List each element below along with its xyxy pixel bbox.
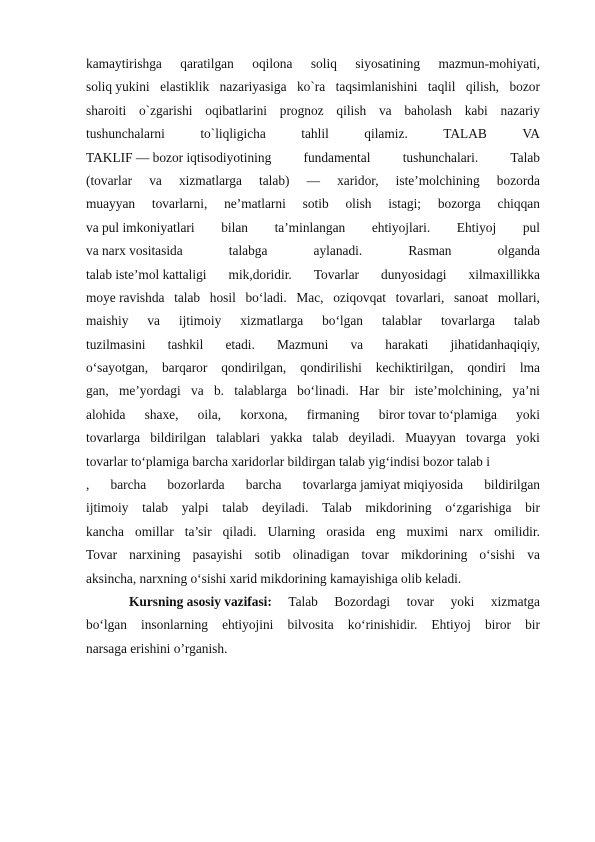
word: o`zgarishi [138,102,193,118]
word: etadi. [225,336,255,352]
word: talablar [381,313,423,329]
word: tovarlarga jamiyat miqiyosida [302,477,464,493]
word: taqlil [427,79,456,95]
text-line [86,590,540,613]
word: mik,doridir. [228,266,292,282]
word: o‘zgarishiga [445,500,512,516]
word: va [350,336,364,352]
word: ijtimoiy [86,500,129,516]
word: ehtiyojlari. [371,219,431,235]
word: elastiklik [160,79,210,95]
word: pul [522,219,540,235]
word: sharoiti [86,102,127,118]
word: oqibatlarini [205,102,267,118]
word: yalpi [181,500,209,516]
text-line [86,450,540,473]
word: aksincha, narxning o‘sishi xarid mikdorining kamayishiga olib keladi. [86,570,462,586]
word: tovar [361,547,389,563]
word: qondirilishi [300,360,362,376]
word: qilish [336,102,367,118]
word: siyosatining [355,56,421,71]
text-line [86,286,540,309]
word: harakati [385,336,429,352]
word: eng [376,523,396,539]
word: bozorda [496,172,540,188]
word: baholash [404,102,452,118]
word: me’yordagi [118,383,181,399]
word: ta’sir [184,523,212,539]
word: yakka [270,430,303,446]
word: Ehtiyoj [456,219,497,235]
word: pasayishi [192,547,243,563]
word: talab iste’mol kattaligi [86,266,207,282]
word: yoki [450,593,475,609]
word: dunyosidagi [381,266,447,282]
word: bir [389,383,405,399]
word: lma [519,360,540,376]
word: mollari, [497,289,540,305]
text-line [86,637,540,660]
word: talab [513,313,540,329]
word: omillar [135,523,174,539]
word: TALAB [443,126,487,142]
text-line [86,75,540,98]
word: bozorga [437,196,481,212]
word: soliq yukini [86,79,150,95]
word: firmaning [306,406,360,422]
word: sanoat [454,289,489,305]
word: ehtiyojini [222,617,274,633]
word: maishiy [86,313,129,329]
word: alohida [86,406,126,422]
text-line [86,520,540,543]
word: olinadigan [292,547,350,563]
word: b. [213,383,224,399]
text-line [86,333,540,356]
word: va pul imkoniyatlari [86,219,195,235]
word: yoki [516,430,540,446]
word: shaxe, [144,406,179,422]
word: Talab [288,593,318,609]
word: va [147,313,160,329]
text-line [86,169,540,192]
word: tuzilmasini [86,336,146,352]
word: ne’matlarni [224,196,286,212]
word: sotib [254,547,281,563]
word: ya’ni [512,383,540,399]
word: narsaga erishini o’rganish. [86,640,228,656]
word: nazariy [500,102,540,118]
text-line [86,309,540,332]
word: tovar [406,593,435,609]
word: bozor [509,79,540,95]
word: muayyan [86,196,136,212]
word: qaratilgan [180,56,234,71]
word: ijtimoiy [178,313,222,329]
word: qiladi. [222,523,257,539]
word: bo‘linadi. [297,383,349,399]
word: istagi; [388,196,422,212]
word: biror [484,617,511,633]
word: talabga [228,243,268,259]
word: tovarga [466,430,506,446]
word: va [378,102,392,118]
document-page [86,52,540,660]
word: soliq [310,56,337,71]
word: moye ravishda [86,289,165,305]
word: Rasman [408,243,452,259]
word: tushunchalari. [402,149,479,165]
word: Tovarlar [313,266,359,282]
word: prognoz [279,102,324,118]
word: tashkil [167,336,204,352]
word: bilan [221,219,248,235]
word: tushunchalarni [86,126,165,142]
word: aylanadi. [313,243,363,259]
word: va [527,547,540,563]
word: xizmatlarga [240,313,304,329]
word: narx [459,523,484,539]
word: oila, [197,406,222,422]
word: mikdorining [365,500,432,516]
word: qondiri [467,360,507,376]
word: qilamiz. [364,126,408,142]
word: talab [312,430,339,446]
word: qilish, [465,79,500,95]
word: bildirilgan [484,477,540,493]
word: bo‘lgan [86,617,127,633]
word: tovarlarga [440,313,495,329]
word: — [306,172,320,188]
word: bir [525,500,540,516]
text-line [86,52,540,75]
text-line [86,543,540,566]
word: kancha [86,523,124,539]
word: ko`ra [296,79,326,95]
text-line [86,356,540,379]
word: ko‘rinishidir. [347,617,418,633]
word: barqaror [161,360,208,376]
word: xizmatlarga [178,172,242,188]
word: yoki [516,406,540,422]
word: va [191,383,204,399]
word: bilvosita [287,617,334,633]
word: kabi [464,102,488,118]
word: bozorlarda [167,477,225,493]
text-line [86,216,540,239]
word: kechiktirilgan, [375,360,454,376]
word: nazariyasiga [219,79,287,95]
word: fundamental [303,149,371,165]
text-line [86,426,540,449]
word: VA [522,126,540,142]
word: bo‘ladi. [245,289,287,305]
text-line [86,496,540,519]
word: Mazmuni [276,336,329,352]
text-line [86,379,540,402]
text-line [86,239,540,262]
word: iste’molchining, [414,383,503,399]
word: jihatidanhaqiqiy, [450,336,540,352]
word: orasida [326,523,365,539]
word: hosil [209,289,236,305]
word: xaridor, [337,172,379,188]
word: bo‘lgan [322,313,363,329]
word: Har [359,383,380,399]
word: Muayyan [405,430,456,446]
word: talablari [216,430,261,446]
word: xilmaxillikka [468,266,540,282]
word: to`liqligicha [200,126,266,142]
word: insonlarning [141,617,208,633]
word: Talab [322,500,352,516]
paragraph-demand-definition [86,52,540,590]
word: ta’minlangan [274,219,346,235]
text-line [86,122,540,145]
word: oziqovqat [333,289,386,305]
word: oqilona [252,56,293,71]
word: Mac, [296,289,324,305]
text-line [86,263,540,286]
word: narxining [129,547,181,563]
word: qondirilgan, [221,360,287,376]
text-line [86,192,540,215]
word: tovarlari, [395,289,445,305]
word: va narx vositasida [86,243,183,259]
bold-lead-text: Kursning asosiy vazifasi: [129,593,272,609]
word: Tovar [86,547,118,563]
paragraph-course-task [86,590,540,660]
word: bildirilgan [150,430,207,446]
word: bir [525,617,540,633]
word: talab [222,500,249,516]
word: barcha [110,477,147,493]
word: kamaytirishga [86,56,162,71]
word: muximi [406,523,449,539]
word: tovarlar to‘plamiga barcha xaridorlar bildirgan talab yig‘indisi bozor talab i [86,453,490,469]
text-line [86,403,540,426]
text-line [86,473,540,496]
word: chiqqan [497,196,540,212]
word: tovarlarga [86,430,141,446]
text-line [86,146,540,169]
text-line [86,567,540,590]
word: deyiladi. [261,500,309,516]
word: Ularning [267,523,316,539]
word: TAKLIF — bozor iqtisodiyotining [86,149,272,165]
word: va [149,172,162,188]
word: o‘sayotgan, [86,360,149,376]
word: o‘sishi [479,547,516,563]
word: tahlil [301,126,329,142]
word: (tovarlar [86,172,133,188]
word: Talab [510,149,540,165]
word: deyiladi. [348,430,396,446]
text-line [86,613,540,636]
text-line [86,99,540,122]
word: barcha [245,477,282,493]
word: , [86,477,90,493]
word: omilidir. [494,523,540,539]
word: korxona, [240,406,288,422]
word: tovarlarni, [151,196,208,212]
word: Bozordagi [334,593,391,609]
word: biror tovar to‘plamiga [378,406,497,422]
word: mikdorining [401,547,468,563]
word: sotib [302,196,329,212]
word: taqsimlanishini [335,79,418,95]
word: talablarga [234,383,287,399]
word: olish [345,196,372,212]
word: xizmatga [490,593,540,609]
word: gan, [86,383,109,399]
word: talab) [259,172,290,188]
word: mazmun-mohiyati, [438,56,540,71]
word: Ehtiyoj [431,617,471,633]
word: talab [174,289,201,305]
word: olganda [497,243,540,259]
word: talab [142,500,169,516]
word: iste’molchining [395,172,480,188]
